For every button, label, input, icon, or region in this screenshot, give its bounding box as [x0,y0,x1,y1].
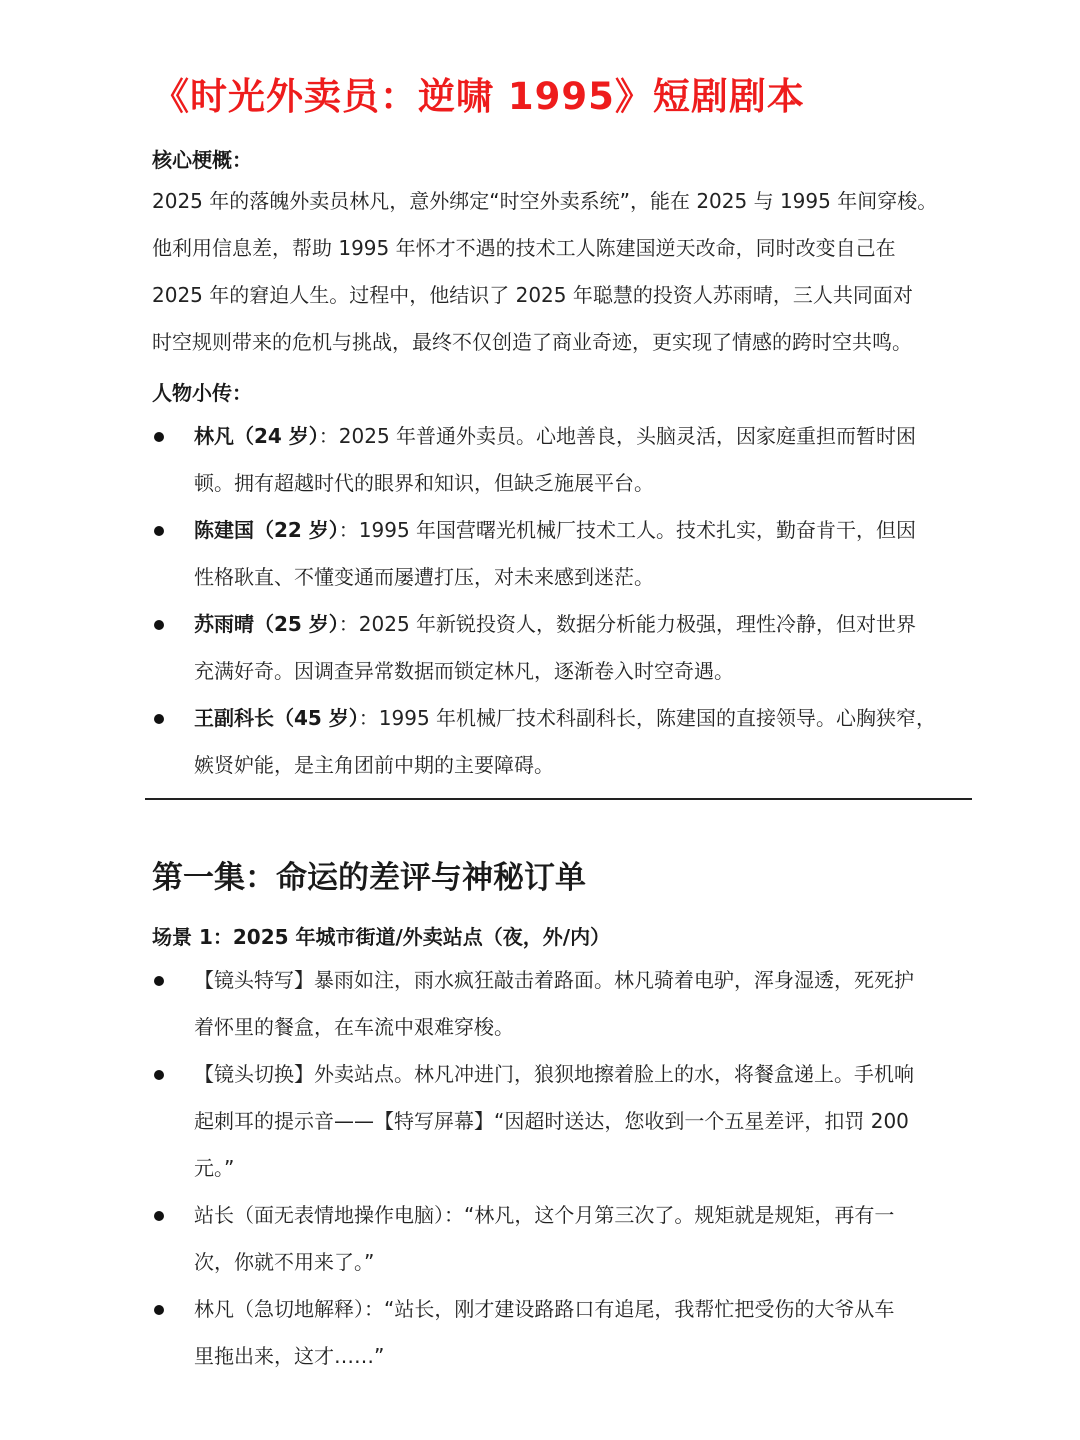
character-name: 陈建国（22 岁） [194,518,339,542]
synopsis-line: 时空规则带来的危机与挑战，最终不仅创造了商业奇迹，更实现了情感的跨时空共鸣。 [152,330,912,354]
bullet-icon [154,432,164,442]
scene-item [0,957,1080,1051]
bullet-icon [154,714,164,724]
scene-line: 站长（面无表情地操作电脑）：“林凡，这个月第三次了。规矩就是规矩，再有一 [194,1203,895,1227]
scene-line: 里拖出来，这才……” [194,1344,385,1368]
character-item [0,507,1080,601]
synopsis-line: 2025 年的窘迫人生。过程中，他结识了 2025 年聪慧的投资人苏雨晴，三人共同面对 [152,283,913,307]
character-name: 苏雨晴（25 岁） [194,612,339,636]
character-description: ：1995 年机械厂技术科副科长，陈建国的直接领导。心胸狭窄， [358,706,937,730]
core-synopsis-label: 核心梗概： [152,148,252,172]
episode-title: 第一集：命运的差评与神秘订单 [152,860,586,896]
character-description-cont: 充满好奇。因调查异常数据而锁定林凡，逐渐卷入时空奇遇。 [194,659,734,683]
character-list [0,413,1080,789]
characters-label: 人物小传： [152,381,252,405]
scene-item [0,1051,1080,1192]
character-description: ：2025 年新锐投资人，数据分析能力极强，理性冷静，但对世界 [338,612,917,636]
character-name: 王副科长（45 岁） [194,706,359,730]
bullet-icon [154,1211,164,1221]
character-item [0,413,1080,507]
synopsis-line: 他利用信息差，帮助 1995 年怀才不遇的技术工人陈建国逆天改命，同时改变自己在 [152,236,896,260]
character-item [0,695,1080,789]
synopsis-line: 2025 年的落魄外卖员林凡，意外绑定“时空外卖系统”，能在 2025 与 1995 年间穿梭。 [152,189,938,213]
scene-line: 【镜头切换】外卖站点。林凡冲进门，狼狈地擦着脸上的水，将餐盒递上。手机响 [194,1062,914,1086]
scene-line: 元。” [194,1156,235,1180]
character-description: ：2025 年普通外卖员。心地善良，头脑灵活，因家庭重担而暂时困 [318,424,917,448]
scene-line: 【镜头特写】暴雨如注，雨水疯狂敲击着路面。林凡骑着电驴，浑身湿透，死死护 [194,968,914,992]
character-name: 林凡（24 岁） [194,424,319,448]
scene-list [0,957,1080,1380]
section-divider [145,798,972,800]
character-item [0,601,1080,695]
bullet-icon [154,976,164,986]
scene-line: 次，你就不用来了。” [194,1250,375,1274]
bullet-icon [154,1070,164,1080]
scene-line: 林凡（急切地解释）：“站长，刚才建设路路口有追尾，我帮忙把受伤的大爷从车 [194,1297,895,1321]
document-title: 《时光外卖员：逆啸 1995》短剧剧本 [152,75,805,118]
character-description-cont: 顿。拥有超越时代的眼界和知识，但缺乏施展平台。 [194,471,654,495]
character-description: ：1995 年国营曙光机械厂技术工人。技术扎实，勤奋肯干，但因 [338,518,917,542]
scene-label: 场景 1：2025 年城市街道/外卖站点（夜，外/内） [152,925,611,949]
bullet-icon [154,1305,164,1315]
scene-line: 着怀里的餐盒，在车流中艰难穿梭。 [194,1015,514,1039]
character-description-cont: 性格耿直、不懂变通而屡遭打压，对未来感到迷茫。 [194,565,654,589]
character-description-cont: 嫉贤妒能，是主角团前中期的主要障碍。 [194,753,554,777]
bullet-icon [154,620,164,630]
synopsis-paragraph [152,178,982,366]
scene-item [0,1192,1080,1286]
scene-line: 起刺耳的提示音——【特写屏幕】“因超时送达，您收到一个五星差评，扣罚 200 [194,1109,909,1133]
bullet-icon [154,526,164,536]
scene-item [0,1286,1080,1380]
